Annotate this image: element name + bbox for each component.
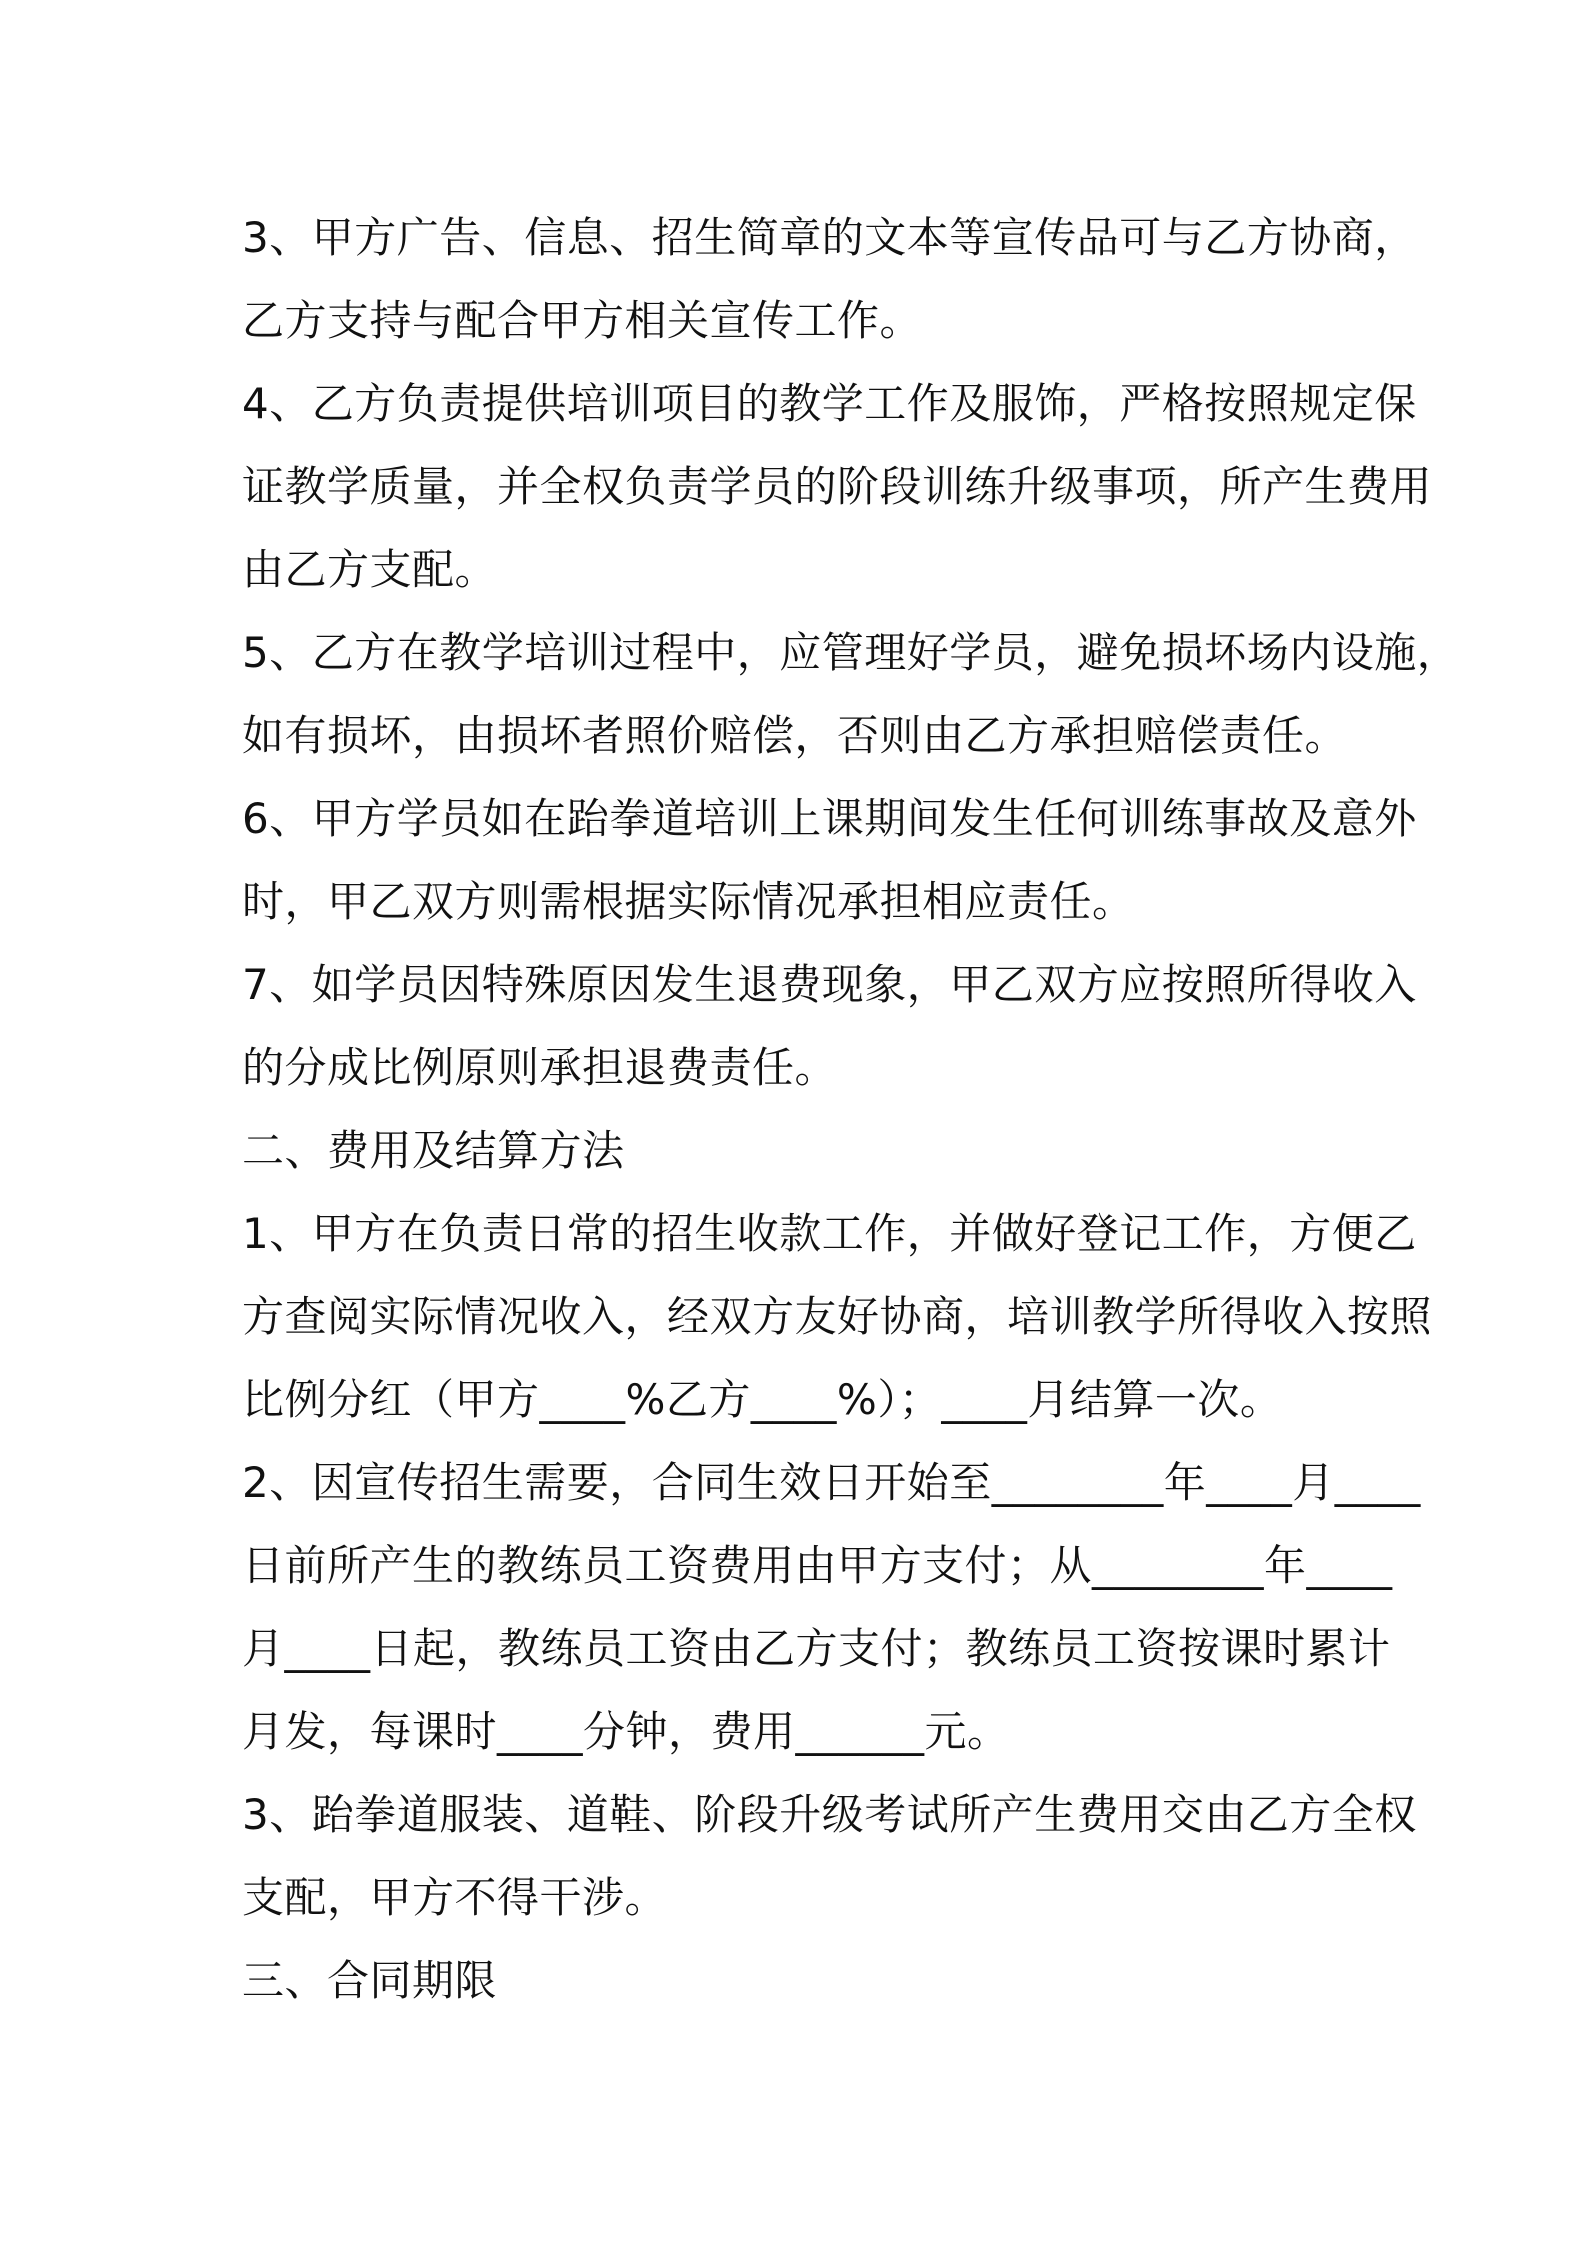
clause-5-line-1: 5、乙方在教学培训过程中，应管理好学员，避免损坏场内设施， [242, 628, 1460, 677]
fees-clause-2-line-3: 月____日起，教练员工资由乙方支付；教练员工资按课时累计 [242, 1624, 1391, 1673]
clause-7-line-1: 7、如学员因特殊原因发生退费现象，甲乙双方应按照所得收入 [242, 960, 1417, 1009]
fees-clause-2-line-4: 月发，每课时____分钟，费用______元。 [242, 1707, 1010, 1756]
section-heading-fees: 二、费用及结算方法 [242, 1126, 625, 1175]
clause-4-line-3: 由乙方支配。 [242, 545, 498, 594]
fees-clause-2-line-2: 日前所产生的教练员工资费用由甲方支付；从________年____ [242, 1541, 1393, 1590]
clause-4-line-2: 证教学质量，并全权负责学员的阶段训练升级事项，所产生费用 [242, 462, 1433, 511]
section-heading-term: 三、合同期限 [242, 1956, 498, 2005]
clause-6-line-1: 6、甲方学员如在跆拳道培训上课期间发生任何训练事故及意外 [242, 794, 1417, 843]
fees-clause-1-line-3: 比例分红（甲方____%乙方____%）；____月结算一次。 [242, 1375, 1283, 1424]
clause-6-line-2: 时，甲乙双方则需根据实际情况承担相应责任。 [242, 877, 1135, 926]
fees-clause-2-line-1: 2、因宣传招生需要，合同生效日开始至________年____月____ [242, 1458, 1421, 1507]
clause-4-line-1: 4、乙方负责提供培训项目的教学工作及服饰，严格按照规定保 [242, 379, 1417, 428]
fees-clause-3-line-2: 支配，甲方不得干涉。 [242, 1873, 668, 1922]
document-body [242, 196, 1460, 2022]
fees-clause-1-line-1: 1、甲方在负责日常的招生收款工作，并做好登记工作，方便乙 [242, 1209, 1417, 1258]
fees-clause-3-line-1: 3、跆拳道服装、道鞋、阶段升级考试所产生费用交由乙方全权 [242, 1790, 1417, 1839]
clause-7-line-2: 的分成比例原则承担退费责任。 [242, 1043, 838, 1092]
clause-3-line-1: 3、甲方广告、信息、招生简章的文本等宣传品可与乙方协商， [242, 213, 1417, 262]
fees-clause-1-line-2: 方查阅实际情况收入，经双方友好协商，培训教学所得收入按照 [242, 1292, 1433, 1341]
clause-5-line-2: 如有损坏，由损坏者照价赔偿，否则由乙方承担赔偿责任。 [242, 711, 1348, 760]
clause-3-line-2: 乙方支持与配合甲方相关宣传工作。 [242, 296, 923, 345]
